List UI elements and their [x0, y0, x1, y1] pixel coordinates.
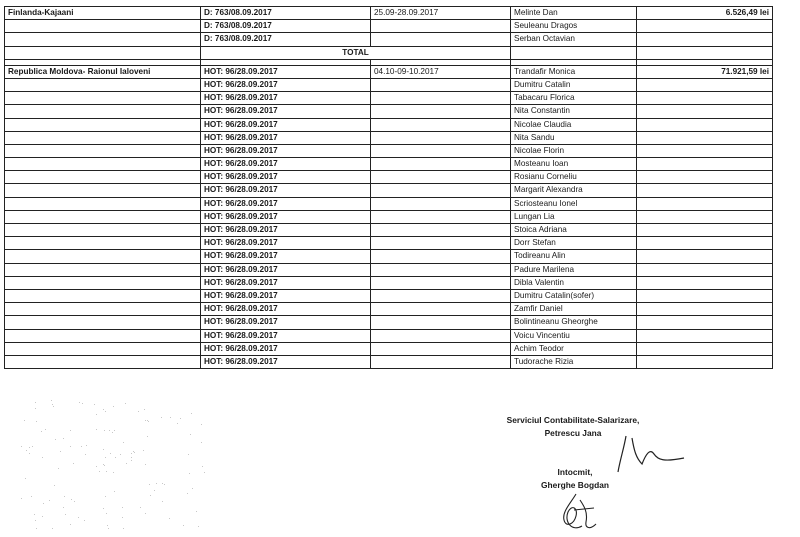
accounting-signature-icon — [612, 428, 692, 478]
document-cell: HOT: 96/28.09.2017 — [201, 171, 371, 184]
scan-speck — [29, 453, 30, 454]
scan-speck — [35, 408, 36, 409]
person-cell: Serban Octavian — [511, 33, 637, 46]
table-row — [5, 78, 773, 91]
person-cell: Nita Constantin — [511, 105, 637, 118]
table-row — [5, 171, 773, 184]
table-row — [5, 355, 773, 368]
amount-cell — [637, 316, 773, 329]
scan-speck — [96, 429, 97, 430]
period-cell — [371, 20, 511, 33]
amount-cell — [637, 78, 773, 91]
amount-cell — [637, 184, 773, 197]
scan-speck — [31, 496, 32, 497]
scan-speck — [104, 465, 105, 466]
document-cell: HOT: 96/28.09.2017 — [201, 250, 371, 263]
scan-speck — [120, 454, 121, 455]
table-row — [5, 224, 773, 237]
scan-speck — [204, 472, 205, 473]
location-cell — [5, 250, 201, 263]
prepared-signature-block — [530, 466, 620, 492]
document-cell: HOT: 96/28.09.2017 — [201, 224, 371, 237]
location-cell — [5, 303, 201, 316]
amount-cell: 71.921,59 lei — [637, 65, 773, 78]
period-cell — [371, 184, 511, 197]
amount-cell — [637, 20, 773, 33]
person-cell: Tudorache Rizia — [511, 355, 637, 368]
location-cell: Finlanda-Kajaani — [5, 7, 201, 20]
scan-speck — [78, 517, 79, 518]
amount-cell — [637, 171, 773, 184]
location-cell — [5, 78, 201, 91]
scan-speck — [145, 513, 146, 514]
scan-speck — [82, 403, 83, 404]
scan-speck — [94, 404, 95, 405]
scan-speck — [114, 430, 115, 431]
scan-speck — [113, 472, 114, 473]
scan-speck — [70, 430, 71, 431]
scan-speck — [36, 528, 37, 529]
period-cell — [371, 303, 511, 316]
scan-speck — [45, 429, 46, 430]
amount-cell — [637, 237, 773, 250]
scan-speck — [110, 453, 111, 454]
person-cell: Nicolae Claudia — [511, 118, 637, 131]
scan-speck — [99, 471, 100, 472]
scan-speck — [42, 516, 43, 517]
scan-speck — [109, 430, 110, 431]
amount-cell — [637, 303, 773, 316]
total-blank-cell — [511, 46, 637, 59]
person-cell: Dumitru Catalin(sofer) — [511, 289, 637, 302]
person-cell: Dorr Stefan — [511, 237, 637, 250]
person-cell: Seuleanu Dragos — [511, 20, 637, 33]
scan-speck — [96, 466, 97, 467]
period-cell — [371, 237, 511, 250]
period-cell — [371, 78, 511, 91]
scan-speck — [103, 464, 104, 465]
scan-speck — [84, 520, 85, 521]
scan-speck — [105, 457, 106, 458]
scan-speck — [35, 402, 36, 403]
document-cell: HOT: 96/28.09.2017 — [201, 210, 371, 223]
table-row — [5, 105, 773, 118]
scan-speck — [164, 484, 165, 485]
location-cell — [5, 184, 201, 197]
scan-speck — [183, 525, 184, 526]
scan-speck — [41, 431, 42, 432]
deplasari-table — [4, 6, 773, 369]
document-cell: HOT: 96/28.09.2017 — [201, 105, 371, 118]
person-cell: Margarit Alexandra — [511, 184, 637, 197]
scan-speck — [29, 447, 30, 448]
document-cell: HOT: 96/28.09.2017 — [201, 78, 371, 91]
scan-speck — [32, 446, 33, 447]
scan-speck — [52, 528, 53, 529]
period-cell: 25.09-28.09.2017 — [371, 7, 511, 20]
accounting-department: Serviciul Contabilitate-Salarizare, — [506, 415, 640, 425]
scan-speck — [131, 453, 132, 454]
amount-cell — [637, 105, 773, 118]
scan-speck — [150, 495, 151, 496]
scan-speck — [202, 466, 203, 467]
amount-cell — [637, 289, 773, 302]
scan-speck — [144, 409, 145, 410]
document-cell: HOT: 96/28.09.2017 — [201, 184, 371, 197]
person-cell: Nita Sandu — [511, 131, 637, 144]
amount-cell — [637, 118, 773, 131]
period-cell: 04.10-09-10.2017 — [371, 65, 511, 78]
location-cell — [5, 263, 201, 276]
location-cell: Republica Moldova- Raionul Ialoveni — [5, 65, 201, 78]
scan-speck — [53, 406, 54, 407]
scan-speck — [21, 446, 22, 447]
document-cell: HOT: 96/28.09.2017 — [201, 342, 371, 355]
scan-speck — [55, 439, 56, 440]
scan-speck — [52, 404, 53, 405]
location-cell — [5, 131, 201, 144]
scan-speck — [123, 442, 124, 443]
period-cell — [371, 289, 511, 302]
scan-speck — [103, 508, 104, 509]
scan-speck — [49, 500, 50, 501]
scan-speck — [73, 463, 74, 464]
scan-speck — [63, 507, 64, 508]
scan-speck — [104, 430, 105, 431]
amount-cell — [637, 33, 773, 46]
document-cell: HOT: 96/28.09.2017 — [201, 316, 371, 329]
location-cell — [5, 329, 201, 342]
table-row — [5, 342, 773, 355]
scan-speck — [105, 496, 106, 497]
document-cell: HOT: 96/28.09.2017 — [201, 237, 371, 250]
amount-cell: 6.526,49 lei — [637, 7, 773, 20]
location-cell — [5, 158, 201, 171]
location-cell — [5, 342, 201, 355]
location-cell — [5, 316, 201, 329]
period-cell — [371, 250, 511, 263]
period-cell — [371, 263, 511, 276]
scan-speck — [105, 411, 106, 412]
table-row — [5, 263, 773, 276]
scan-speck — [106, 471, 107, 472]
scan-speck — [189, 473, 190, 474]
scan-speck — [81, 446, 82, 447]
period-cell — [371, 210, 511, 223]
location-cell — [5, 33, 201, 46]
location-cell — [5, 171, 201, 184]
location-cell — [5, 144, 201, 157]
document-cell: D: 763/08.09.2017 — [201, 20, 371, 33]
table-row — [5, 197, 773, 210]
scan-speck — [63, 438, 64, 439]
amount-cell — [637, 276, 773, 289]
location-cell — [5, 197, 201, 210]
table-row — [5, 144, 773, 157]
document-cell: HOT: 96/28.09.2017 — [201, 131, 371, 144]
scan-speck — [148, 421, 149, 422]
period-cell — [371, 92, 511, 105]
scan-speck — [70, 446, 71, 447]
person-cell: Todireanu Alin — [511, 250, 637, 263]
scan-speck — [51, 400, 52, 401]
document-cell: HOT: 96/28.09.2017 — [201, 144, 371, 157]
document-cell: HOT: 96/28.09.2017 — [201, 329, 371, 342]
person-cell: Scriosteanu Ionel — [511, 197, 637, 210]
scan-speck — [36, 421, 37, 422]
table-row — [5, 250, 773, 263]
person-cell: Voicu Vincentiu — [511, 329, 637, 342]
table-row — [5, 20, 773, 33]
scan-speck — [115, 457, 116, 458]
table-row — [5, 237, 773, 250]
scan-speck — [26, 450, 27, 451]
table-row — [5, 210, 773, 223]
location-cell — [5, 20, 201, 33]
scan-speck — [86, 445, 87, 446]
scan-speck — [35, 520, 36, 521]
person-cell: Padure Marilena — [511, 263, 637, 276]
scan-speck — [60, 451, 61, 452]
scan-speck — [169, 518, 170, 519]
location-cell — [5, 118, 201, 131]
scan-speck — [123, 528, 124, 529]
scan-speck — [58, 468, 59, 469]
period-cell — [371, 276, 511, 289]
person-cell: Rosianu Corneliu — [511, 171, 637, 184]
scan-speck — [180, 418, 181, 419]
accounting-name: Petrescu Jana — [544, 428, 602, 438]
amount-cell — [637, 263, 773, 276]
scan-speck — [131, 457, 132, 458]
period-cell — [371, 131, 511, 144]
amount-cell — [637, 158, 773, 171]
period-cell — [371, 355, 511, 368]
scan-speck — [126, 463, 127, 464]
scan-speck — [156, 483, 157, 484]
scan-speck — [177, 423, 178, 424]
period-cell — [371, 118, 511, 131]
person-cell: Achim Teodor — [511, 342, 637, 355]
scan-speck — [113, 406, 114, 407]
scan-speck — [79, 402, 80, 403]
scan-speck — [122, 507, 123, 508]
scan-speck — [25, 478, 26, 479]
scan-speck — [71, 499, 72, 500]
document-cell: HOT: 96/28.09.2017 — [201, 158, 371, 171]
scan-speck — [96, 414, 97, 415]
scan-speck — [64, 496, 65, 497]
scan-speck — [42, 457, 43, 458]
amount-cell — [637, 144, 773, 157]
person-cell: Bolintineanu Gheorghe — [511, 316, 637, 329]
table-row — [5, 33, 773, 46]
document-cell: D: 763/08.09.2017 — [201, 7, 371, 20]
table-row — [5, 92, 773, 105]
scan-speck — [201, 442, 202, 443]
scan-speck — [145, 464, 146, 465]
scan-speck — [138, 411, 139, 412]
amount-cell — [637, 224, 773, 237]
total-blank-cell — [5, 46, 201, 59]
person-cell: Mosteanu Ioan — [511, 158, 637, 171]
table-row — [5, 303, 773, 316]
scan-speck — [161, 417, 162, 418]
period-cell — [371, 224, 511, 237]
amount-cell — [637, 250, 773, 263]
scan-speck — [106, 513, 107, 514]
table-row — [5, 276, 773, 289]
amount-cell — [637, 197, 773, 210]
document-cell: HOT: 96/28.09.2017 — [201, 276, 371, 289]
amount-cell — [637, 342, 773, 355]
scan-speck — [134, 452, 135, 453]
document-cell: HOT: 96/28.09.2017 — [201, 303, 371, 316]
scan-speck — [162, 501, 163, 502]
scan-speck — [34, 514, 35, 515]
document-cell: HOT: 96/28.09.2017 — [201, 197, 371, 210]
scan-speck — [107, 525, 108, 526]
person-cell: Lungan Lia — [511, 210, 637, 223]
scan-speck — [133, 451, 134, 452]
amount-cell — [637, 355, 773, 368]
period-cell — [371, 171, 511, 184]
prepared-label: Intocmit, — [557, 467, 593, 477]
scan-speck — [188, 454, 189, 455]
scan-speck — [191, 413, 192, 414]
amount-cell — [637, 131, 773, 144]
scan-speck — [201, 424, 202, 425]
location-cell — [5, 276, 201, 289]
scan-speck — [145, 420, 146, 421]
period-cell — [371, 144, 511, 157]
location-cell — [5, 289, 201, 302]
scan-speck — [54, 485, 55, 486]
scan-speck — [149, 484, 150, 485]
person-cell: Nicolae Florin — [511, 144, 637, 157]
scan-speck — [103, 409, 104, 410]
scan-speck — [147, 436, 148, 437]
person-cell: Melinte Dan — [511, 7, 637, 20]
location-cell — [5, 224, 201, 237]
table-row — [5, 316, 773, 329]
scan-speck — [85, 454, 86, 455]
scan-speck — [112, 432, 113, 433]
location-cell — [5, 210, 201, 223]
person-cell: Trandafir Monica — [511, 65, 637, 78]
table-row — [5, 184, 773, 197]
scan-speck — [192, 488, 193, 489]
person-cell: Dumitru Catalin — [511, 78, 637, 91]
period-cell — [371, 316, 511, 329]
document-cell: HOT: 96/28.09.2017 — [201, 92, 371, 105]
scan-speck — [196, 511, 197, 512]
total-blank-cell — [637, 46, 773, 59]
scan-speck — [74, 501, 75, 502]
table-row — [5, 7, 773, 20]
person-cell: Tabacaru Florica — [511, 92, 637, 105]
table-row — [5, 329, 773, 342]
scan-speck — [108, 528, 109, 529]
prepared-signature-icon — [554, 490, 604, 536]
period-cell — [371, 342, 511, 355]
document-cell: HOT: 96/28.09.2017 — [201, 118, 371, 131]
scan-speck — [170, 417, 171, 418]
scan-speck — [24, 420, 25, 421]
total-row — [5, 46, 773, 59]
document-cell: HOT: 96/28.09.2017 — [201, 355, 371, 368]
scan-speck — [43, 503, 44, 504]
scan-speck — [190, 434, 191, 435]
table-row — [5, 118, 773, 131]
prepared-name: Gherghe Bogdan — [541, 480, 609, 490]
document-cell: D: 763/08.09.2017 — [201, 33, 371, 46]
location-cell — [5, 237, 201, 250]
scan-speck — [70, 524, 71, 525]
table-row — [5, 158, 773, 171]
scan-speck — [103, 449, 104, 450]
period-cell — [371, 329, 511, 342]
scan-speck — [65, 514, 66, 515]
scan-speck — [140, 507, 141, 508]
table-row — [5, 65, 773, 78]
scan-speck — [125, 403, 126, 404]
location-cell — [5, 92, 201, 105]
table-row — [5, 289, 773, 302]
table-row — [5, 131, 773, 144]
person-cell: Stoica Adriana — [511, 224, 637, 237]
scan-speck — [114, 491, 115, 492]
period-cell — [371, 105, 511, 118]
document-cell: HOT: 96/28.09.2017 — [201, 263, 371, 276]
document-cell: HOT: 96/28.09.2017 — [201, 289, 371, 302]
period-cell — [371, 33, 511, 46]
document-cell: HOT: 96/28.09.2017 — [201, 65, 371, 78]
amount-cell — [637, 210, 773, 223]
scan-speck — [122, 517, 123, 518]
scan-speck — [187, 493, 188, 494]
period-cell — [371, 197, 511, 210]
scan-speck — [198, 526, 199, 527]
location-cell — [5, 355, 201, 368]
period-cell — [371, 158, 511, 171]
location-cell — [5, 105, 201, 118]
scan-speck — [131, 460, 132, 461]
scan-speck — [162, 483, 163, 484]
scan-speck — [154, 490, 155, 491]
amount-cell — [637, 329, 773, 342]
scan-speck — [143, 450, 144, 451]
person-cell: Zamfir Daniel — [511, 303, 637, 316]
scan-speck — [21, 498, 22, 499]
person-cell: Dibla Valentin — [511, 276, 637, 289]
amount-cell — [637, 92, 773, 105]
total-label: TOTAL — [201, 46, 511, 59]
